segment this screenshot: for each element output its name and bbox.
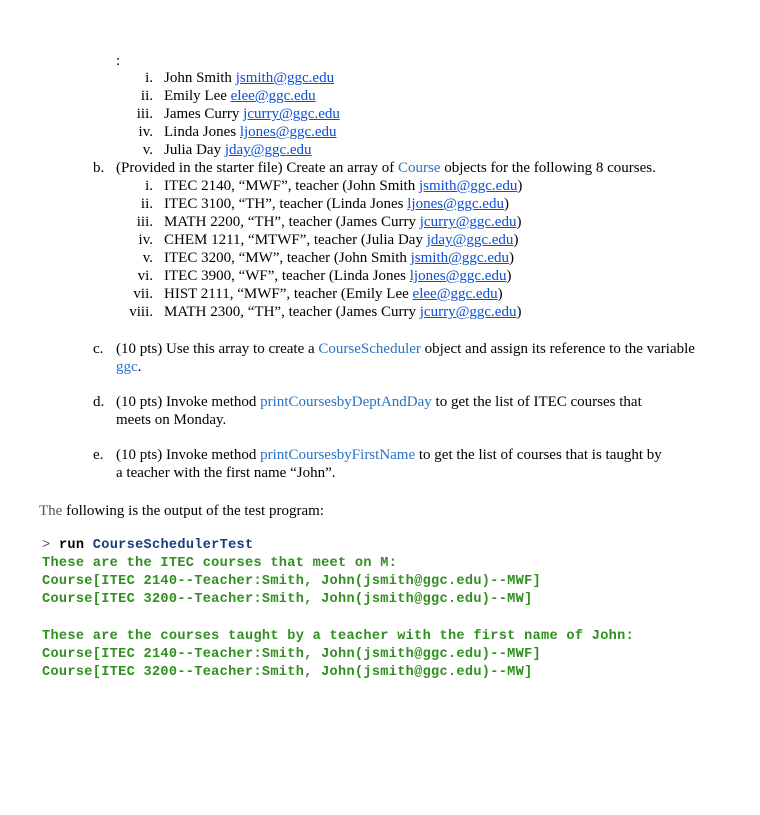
email-link[interactable]: jday@ggc.edu [426, 232, 514, 248]
item-letter: e. [93, 447, 104, 463]
teacher-name: Emily Lee [164, 88, 227, 104]
email-link[interactable]: jsmith@ggc.edu [418, 178, 518, 194]
list-numeral: iii. [136, 214, 153, 230]
item-text: to get the list of ITEC courses that [431, 394, 642, 410]
close-paren: ) [497, 286, 503, 302]
console-line: Course[ITEC 3200--Teacher:Smith, John(jsmith@ggc.edu)--MW] [42, 665, 533, 680]
method-name: printCoursesbyFirstName [260, 447, 416, 463]
email-link[interactable]: ljones@ggc.edu [407, 196, 504, 212]
close-paren: ) [513, 232, 519, 248]
close-paren: ) [516, 304, 522, 320]
course-text: MATH 2200, “TH”, teacher (James Curry [164, 214, 420, 230]
list-numeral: ii. [140, 88, 153, 104]
email-link[interactable]: jcurry@ggc.edu [243, 106, 340, 122]
item-text: object and assign its reference to the variable [420, 341, 695, 357]
item-text: (10 pts) Use this array to create a [116, 341, 319, 357]
course-text: ITEC 3900, “WF”, teacher (Linda Jones [164, 268, 410, 284]
list-numeral: v. [142, 250, 153, 266]
email-link[interactable]: jcurry@ggc.edu [419, 214, 517, 230]
item-text: (10 pts) Invoke method [116, 394, 261, 410]
course-text: ITEC 2140, “MWF”, teacher (John Smith [164, 178, 419, 194]
teacher-name: Linda Jones [164, 124, 237, 140]
item-b [93, 159, 656, 177]
item-d [93, 393, 642, 411]
teacher-name: Julia Day [164, 142, 222, 158]
list-numeral: iv. [138, 232, 153, 248]
item-d-line2: meets on Monday. [116, 412, 227, 428]
variable-name: ggc [116, 359, 138, 375]
console-command-line [42, 538, 253, 553]
item-letter: c. [93, 341, 104, 357]
item-text: (Provided in the starter file) Create an array of [116, 160, 398, 176]
list-colon: : [116, 53, 121, 69]
list-numeral: iii. [136, 106, 153, 122]
item-text: to get the list of courses that is taught by [415, 447, 662, 463]
method-name: printCoursesbyDeptAndDay [260, 394, 432, 410]
course-text: MATH 2300, “TH”, teacher (James Curry [164, 304, 420, 320]
test-class-name: CourseSchedulerTest [92, 538, 254, 553]
list-numeral: i. [145, 70, 153, 86]
item-letter: b. [93, 160, 105, 176]
item-e-line2: a teacher with the first name “John”. [116, 465, 336, 481]
list-numeral: iv. [138, 124, 153, 140]
email-link[interactable]: jsmith@ggc.edu [235, 70, 335, 86]
console-line: These are the courses taught by a teacher with the first name of John: [42, 629, 635, 644]
output-intro [39, 502, 324, 520]
item-c [93, 340, 695, 358]
list-numeral: vi. [137, 268, 153, 284]
console-line: Course[ITEC 3200--Teacher:Smith, John(jsmith@ggc.edu)--MW] [42, 592, 533, 607]
item-e [93, 446, 662, 464]
email-link[interactable]: jday@ggc.edu [224, 142, 312, 158]
period: . [137, 359, 142, 375]
console-line: Course[ITEC 2140--Teacher:Smith, John(jsmith@ggc.edu)--MWF] [42, 574, 541, 589]
run-keyword: run [58, 538, 85, 553]
item-text: objects for the following 8 courses. [440, 160, 656, 176]
close-paren: ) [503, 196, 509, 212]
email-link[interactable]: ljones@ggc.edu [239, 124, 337, 140]
close-paren: ) [509, 250, 514, 266]
email-link[interactable]: elee@ggc.edu [230, 88, 316, 104]
course-text: HIST 2111, “MWF”, teacher (Emily Lee [164, 286, 413, 302]
course-text: ITEC 3100, “TH”, teacher (Linda Jones [164, 196, 408, 212]
email-link[interactable]: ljones@ggc.edu [409, 268, 507, 284]
list-numeral: viii. [129, 304, 153, 320]
intro-text: following is the output of the test program: [62, 503, 324, 519]
intro-the: The [39, 503, 63, 519]
email-link[interactable]: jcurry@ggc.edu [419, 304, 517, 320]
course-text: ITEC 3200, “MW”, teacher (John Smith [164, 250, 411, 266]
list-numeral: vii. [133, 286, 153, 302]
close-paren: ) [516, 214, 522, 230]
item-text: (10 pts) Invoke method [116, 447, 261, 463]
console-line: These are the ITEC courses that meet on M: [42, 556, 398, 571]
close-paren: ) [517, 178, 523, 194]
class-name: CourseScheduler [318, 341, 421, 357]
teacher-name: John Smith [164, 70, 232, 86]
console-line: Course[ITEC 2140--Teacher:Smith, John(jsmith@ggc.edu)--MWF] [42, 647, 541, 662]
item-c-line2 [116, 358, 141, 376]
email-link[interactable]: jsmith@ggc.edu [410, 250, 509, 266]
class-name: Course [397, 160, 441, 176]
teacher-name: James Curry [164, 106, 240, 122]
item-letter: d. [93, 394, 105, 410]
list-numeral: ii. [140, 196, 153, 212]
course-text: CHEM 1211, “MTWF”, teacher (Julia Day [164, 232, 427, 248]
list-numeral: i. [145, 178, 153, 194]
prompt-symbol: > [42, 538, 51, 553]
close-paren: ) [506, 268, 512, 284]
list-numeral: v. [142, 142, 153, 158]
email-link[interactable]: elee@ggc.edu [412, 286, 498, 302]
